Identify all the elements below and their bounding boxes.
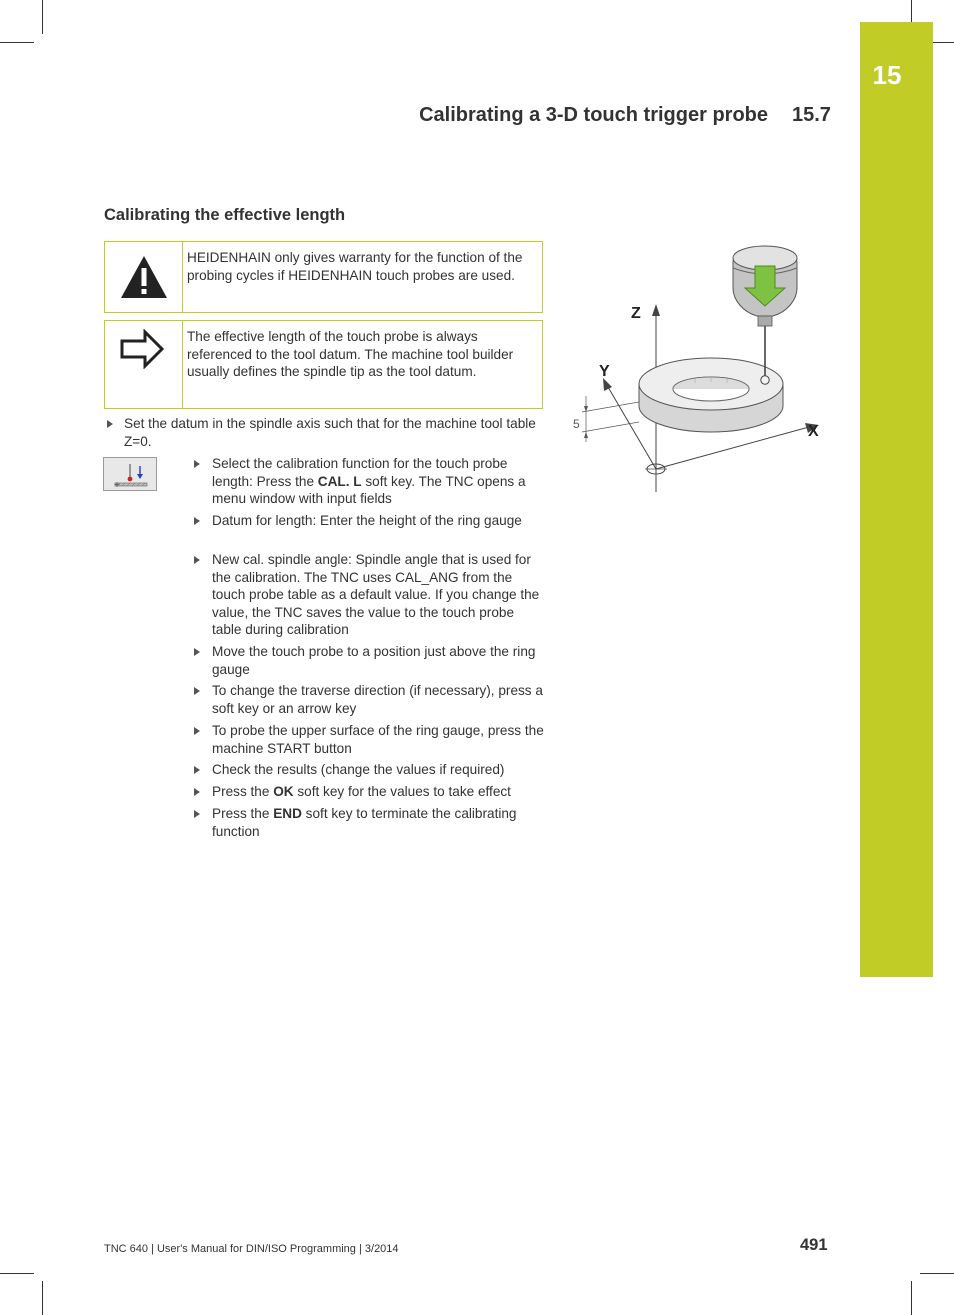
step-text-part: New cal. spindle angle: Spindle angle that is used for the calibration. The TNC uses CAL_ANG from the touch probe table as a default value. If you change the value, the TNC saves the value to the touch probe table during calibration <box>212 552 540 638</box>
running-header-title: Calibrating a 3-D touch trigger probe <box>419 104 768 126</box>
step-text-part: Press the <box>212 806 274 821</box>
step-text <box>194 682 544 717</box>
x-axis-line <box>656 427 809 469</box>
crop-mark <box>0 1273 34 1274</box>
z-axis-arrow <box>652 304 660 316</box>
arrow-right-icon <box>119 329 165 369</box>
note-text: HEIDENHAIN only gives warranty for the function of the probing cycles if HEIDENHAIN touch probes are used. <box>187 250 523 283</box>
step-text-part: Move the touch probe to a position just above the ring gauge <box>212 644 536 677</box>
note-icon-cell <box>105 321 183 408</box>
step-text <box>194 643 544 678</box>
softkey-name: CAL. L <box>317 473 362 489</box>
bullet-arrow-icon <box>194 517 200 525</box>
step-text <box>194 722 544 757</box>
bullet-arrow-icon <box>107 420 113 428</box>
step-item <box>194 682 544 717</box>
section-title: Calibrating the effective length <box>104 206 346 224</box>
bullet-arrow-icon <box>194 687 200 695</box>
step-text-part: Select the calibration function for the touch probe length: Press the <box>212 456 508 489</box>
warning-note <box>104 241 543 313</box>
step-text <box>194 551 544 639</box>
step-item <box>194 551 544 639</box>
bullet-arrow-icon <box>194 810 200 818</box>
crop-mark <box>911 1281 912 1315</box>
bullet-arrow-icon <box>194 788 200 796</box>
step-item <box>194 512 544 530</box>
step-item <box>194 761 544 779</box>
step-text: Set the datum in the spindle axis such that for the machine tool table Z=0. <box>124 416 536 449</box>
step-text-part: Check the results (change the values if required) <box>212 762 505 777</box>
step-item <box>194 783 544 801</box>
step-item <box>194 805 544 840</box>
height-dimension <box>582 396 639 442</box>
note-text: The effective length of the touch probe is always referenced to the tool datum. The machine tool builder usually defines the spindle tip as the tool datum. <box>187 329 514 380</box>
chapter-tab <box>860 22 933 977</box>
bullet-arrow-icon <box>194 648 200 656</box>
cal-l-softkey <box>103 457 157 491</box>
step-text <box>194 783 544 801</box>
crop-mark <box>42 0 43 34</box>
step-text <box>194 805 544 840</box>
footer-text: TNC 640 | User's Manual for DIN/ISO Programming | 3/2014 <box>104 1243 399 1255</box>
page-number: 491 <box>800 1236 828 1254</box>
running-header-section: 15.7 <box>792 104 831 126</box>
note-icon-cell <box>105 242 183 312</box>
step-text-part: soft key for the values to take effect <box>293 784 511 799</box>
warning-triangle-icon <box>119 254 169 300</box>
bullet-arrow-icon <box>194 556 200 564</box>
step-item <box>194 455 544 508</box>
crop-mark <box>920 1273 954 1274</box>
step-text-part: Press the <box>212 784 274 799</box>
bullet-arrow-icon <box>194 727 200 735</box>
bullet-arrow-icon <box>194 766 200 774</box>
step-item <box>194 643 544 678</box>
bullet-arrow-icon <box>194 460 200 468</box>
probe-calibration-icon <box>104 458 156 490</box>
crop-mark <box>0 42 34 43</box>
step-item <box>194 722 544 757</box>
intro-step <box>107 415 543 450</box>
step-text-part: soft key. The TNC opens a menu window with input fields <box>212 473 526 507</box>
crop-mark <box>42 1281 43 1315</box>
step-text <box>194 512 544 530</box>
y-axis-label: Y <box>599 363 610 380</box>
z-axis-label: Z <box>631 305 641 322</box>
step-text-part: To change the traverse direction (if necessary), press a soft key or an arrow key <box>212 683 543 716</box>
info-note <box>104 320 543 409</box>
softkey-name: END <box>273 806 302 821</box>
chapter-number: 15 <box>872 60 902 90</box>
ring-gauge-figure <box>565 236 855 498</box>
step-text <box>194 761 544 779</box>
x-axis-label: X <box>808 423 819 440</box>
step-text <box>194 455 544 508</box>
softkey-name: OK <box>273 784 294 799</box>
step-text-part: soft key to terminate the calibrating function <box>212 806 517 839</box>
ring-gauge <box>639 358 783 432</box>
step-text-part: To probe the upper surface of the ring gauge, press the machine START button <box>212 723 544 756</box>
dimension-label: 5 <box>573 417 580 431</box>
step-text-part: Datum for length: Enter the height of the ring gauge <box>212 513 522 528</box>
